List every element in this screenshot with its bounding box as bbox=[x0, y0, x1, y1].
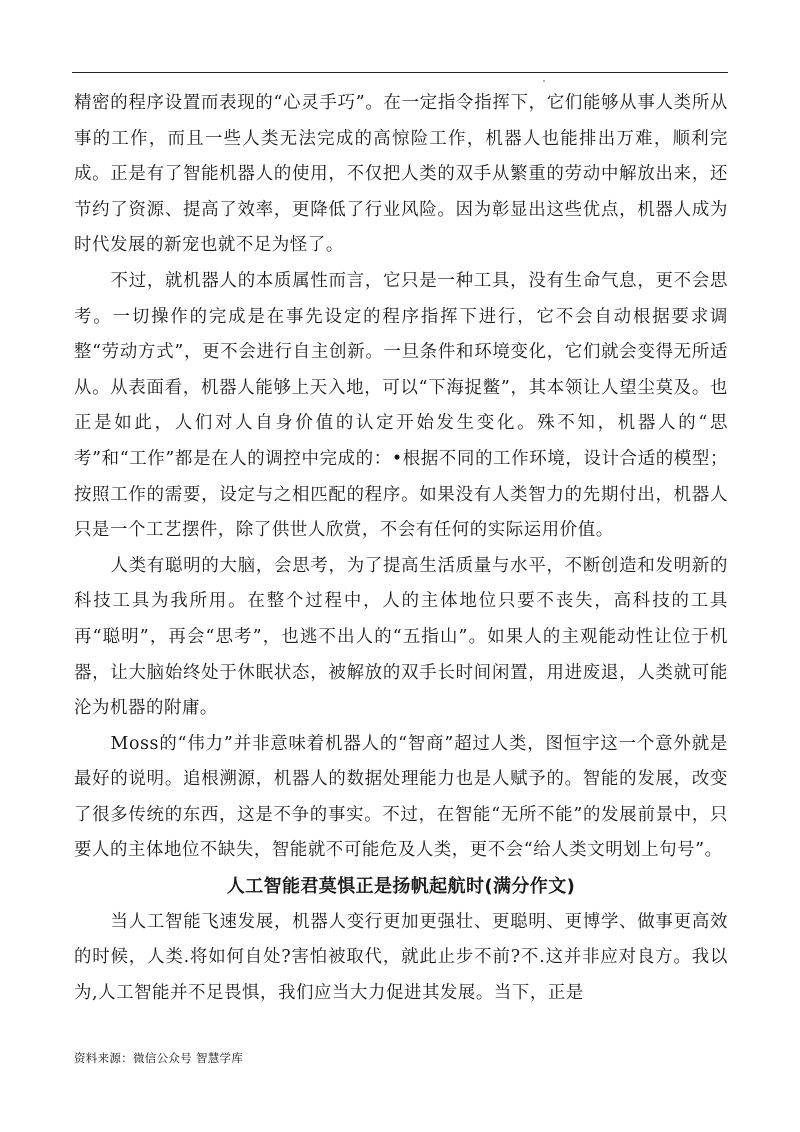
paragraph-human-brain: 人类有聪明的大脑，会思考，为了提高生活质量与水平，不断创造和发明新的科技工具为我所用。在整个过程中，人的主体地位只要不丧失，高科技的工具再“聪明”，再会“思考”，也逃不出人的“五指山”。如果人的主观能动性让位于机器，让大脑始终处于休眠状态，被解放的双手长时间闲置，用进废退，人类就可能沦为机器的附庸。 bbox=[74, 555, 728, 719]
header-rule bbox=[72, 72, 728, 73]
essay-title: 人工智能君莫惧正是扬帆起航时(满分作文) bbox=[226, 876, 576, 898]
source-footer: 资料来源：微信公众号 智慧学库 bbox=[74, 1051, 244, 1065]
header-dot bbox=[543, 80, 545, 82]
paragraph-essay-opening: 当人工智能飞速发展，机器人变行更加更强壮、更聪明、更博学、做事更高效的时候，人类.将如何自处?害怕被取代，就此止步不前?不.这并非应对良方。我以为,人工智能并不足畏惧，我们应当大力促进其发展。当下，正是 bbox=[74, 911, 728, 1003]
paragraph-continuation: 精密的程序设置而表现的“心灵手巧”。在一定指令指挥下，它们能够从事人类所从事的工作，而且一些人类无法完成的高惊险工作，机器人也能排出万难，顺利完成。正是有了智能机器人的使用，不仅把人类的双手从繁重的劳动中解放出来，还节约了资源、提高了效率，更降低了行业风险。因为彰显出这些优点，机器人成为时代发展的新宠也就不足为怪了。 bbox=[74, 93, 728, 256]
document-body bbox=[74, 86, 728, 1011]
paragraph-moss: Moss的“伟力”并非意味着机器人的“智商”超过人类，图恒宇这一个意外就是最好的说明。追根溯源，机器人的数据处理能力也是人赋予的。智能的发展，改变了很多传统的东西，这是不争的事实。不过，在智能“无所不能”的发展前景中，只要人的主体地位不缺失，智能就不可能危及人类，更不会“给人类文明划上句号”。 bbox=[74, 733, 728, 861]
paragraph-tool-nature: 不过，就机器人的本质属性而言，它只是一种工具，没有生命气息，更不会思考。一切操作的完成是在事先设定的程序指挥下进行，它不会自动根据要求调整“劳动方式”，更不会进行自主创新。一旦条件和环境变化，它们就会变得无所适从。从表面看，机器人能够上天入地，可以“下海捉鳖”，其本领让人望尘莫及。也正是如此，人们对人自身价值的认定开始发生变化。殊不知，机器人的“思考”和“工作”都是在人的调控中完成的：•根据不同的工作环境，设计合适的模型；按照工作的需要，设定与之相匹配的程序。如果没有人类智力的先期付出，机器人只是一个工艺摆件，除了供世人欣赏，不会有任何的实际运用价值。 bbox=[74, 270, 728, 541]
